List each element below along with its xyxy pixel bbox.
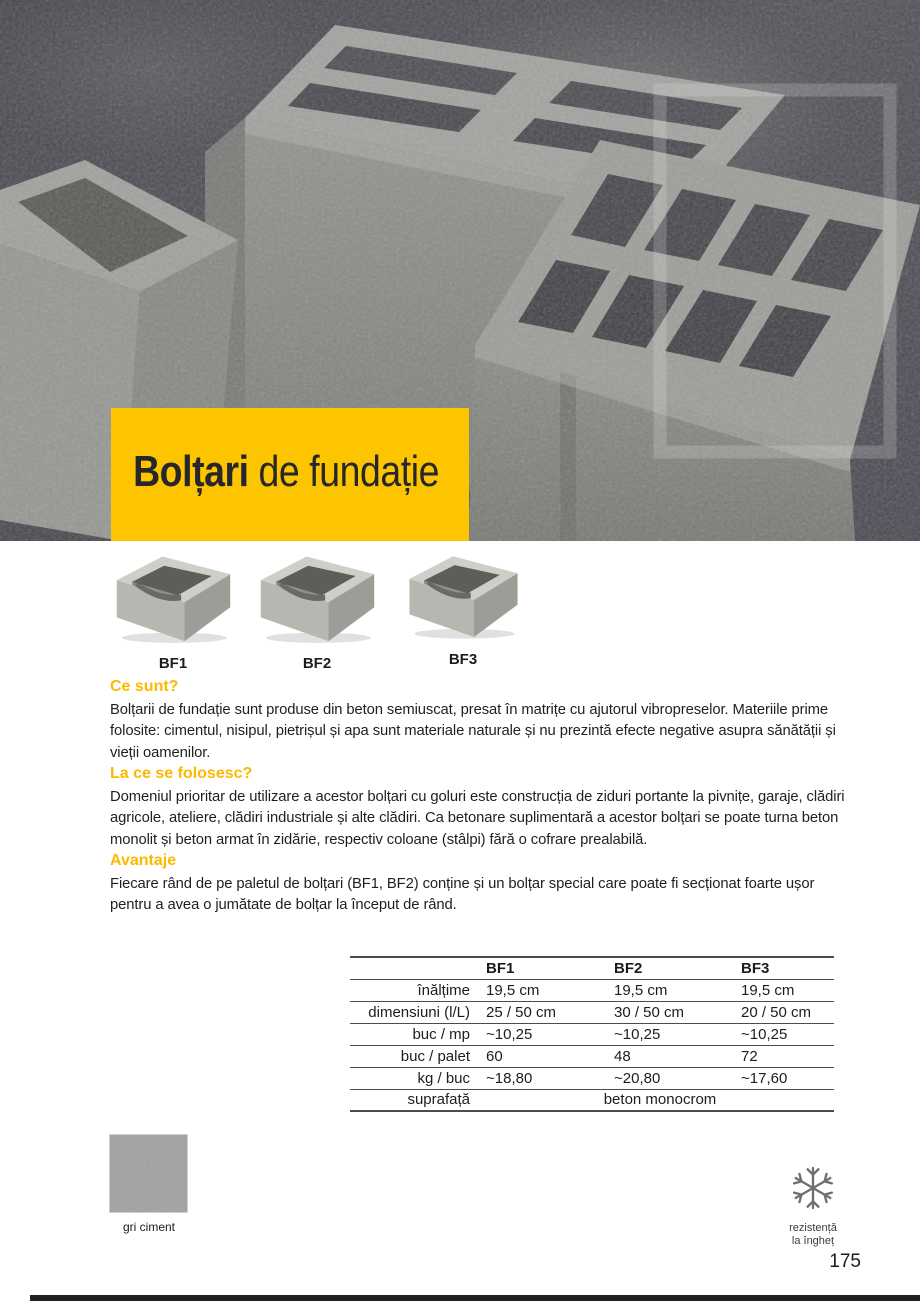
specs-table bbox=[350, 956, 834, 1112]
section-la-ce-se-folosesc bbox=[110, 765, 848, 851]
spec-value: 25 / 50 cm bbox=[486, 1003, 557, 1021]
hero-image bbox=[0, 0, 920, 541]
product-thumbnail-bf3 bbox=[398, 546, 528, 668]
product-thumbnail-bf2 bbox=[252, 546, 382, 672]
section-body: Fiecare rând de pe paletul de bolțari (BF1, BF2) conține și un bolțar special care poate fi secționat foarte ușor pentru a avea o jumătate de bolțar la început de rând. bbox=[110, 876, 815, 914]
section-heading: Ce sunt? bbox=[110, 678, 179, 695]
spec-label: buc / mp bbox=[412, 1025, 470, 1043]
table-header-row bbox=[350, 957, 834, 979]
spec-value: ~10,25 bbox=[741, 1025, 788, 1043]
spec-table-container bbox=[350, 956, 834, 1112]
spec-value-span: beton monocrom bbox=[603, 1091, 717, 1109]
page-title bbox=[111, 446, 439, 500]
product-thumbnails bbox=[108, 546, 538, 676]
column-header-bf3: BF3 bbox=[741, 959, 770, 977]
spec-value: 19,5 cm bbox=[486, 981, 540, 999]
spec-value: ~20,80 bbox=[614, 1069, 661, 1087]
table-row bbox=[350, 1067, 834, 1089]
spec-value: ~18,80 bbox=[486, 1069, 533, 1087]
spec-label: dimensiuni (l/L) bbox=[368, 1003, 470, 1021]
color-swatch-gri-ciment bbox=[109, 1134, 188, 1213]
table-row bbox=[350, 1023, 834, 1045]
spec-label: înălțime bbox=[417, 981, 470, 999]
column-header-bf2: BF2 bbox=[614, 959, 643, 977]
spec-value: 48 bbox=[614, 1047, 631, 1065]
section-body: Bolțarii de fundație sunt produse din beton semiuscat, presat în matrițe cu ajutorul vibropreselor. Materiile prime folosite: cimentul, nisipul, pietrișul și apa sunt materiale naturale și nu prezintă efecte negative asupra sănătății și vieții oamenilor. bbox=[110, 702, 836, 761]
color-swatch-block bbox=[109, 1134, 189, 1234]
block-illustration-bf3 bbox=[403, 546, 524, 640]
block-illustration-bf1 bbox=[110, 546, 237, 644]
frost-label-line2: la îngheț bbox=[791, 1234, 835, 1247]
spec-value: ~10,25 bbox=[486, 1025, 533, 1043]
spec-value: 60 bbox=[486, 1047, 503, 1065]
table-row bbox=[350, 979, 834, 1001]
spec-label: buc / palet bbox=[400, 1047, 470, 1065]
spec-value: 20 / 50 cm bbox=[741, 1003, 812, 1021]
page-title-rest: de fundație bbox=[248, 446, 439, 496]
column-header-bf1: BF1 bbox=[486, 959, 515, 977]
cement-texture bbox=[110, 1135, 188, 1213]
section-avantaje bbox=[110, 852, 848, 917]
spec-label bbox=[350, 957, 486, 979]
section-heading: La ce se folosesc? bbox=[110, 765, 253, 782]
swatch-label: gri ciment bbox=[122, 1220, 175, 1234]
section-heading: Avantaje bbox=[110, 852, 177, 869]
title-banner bbox=[111, 408, 469, 541]
section-ce-sunt bbox=[110, 678, 848, 764]
product-label: BF1 bbox=[158, 655, 188, 672]
frost-resistance-block bbox=[768, 1163, 858, 1247]
spec-value: 72 bbox=[741, 1047, 758, 1065]
page-title-bold: Bolțari bbox=[133, 446, 249, 496]
section-body: Domeniul prioritar de utilizare a acestor bolțari cu goluri este construcția de ziduri portante la pivnițe, garaje, clădiri agricole, ateliere, clădiri industriale și alte clădiri. Ca betonare suplimentară a acestor bolțari se poate turna beton monolit și beton armat în zidărie, respectiv coloane (stâlpi) fără o cofrare prealabilă. bbox=[110, 789, 845, 848]
product-thumbnail-bf1 bbox=[108, 546, 238, 672]
table-row bbox=[350, 1001, 834, 1023]
footer-bar bbox=[30, 1295, 920, 1301]
spec-label: suprafață bbox=[407, 1091, 470, 1109]
spec-value: ~17,60 bbox=[741, 1069, 788, 1087]
product-label: BF3 bbox=[448, 651, 478, 668]
spec-value: 30 / 50 cm bbox=[614, 1003, 685, 1021]
frost-label-line1: rezistență bbox=[789, 1222, 837, 1234]
page-number: 175 bbox=[829, 1251, 861, 1272]
spec-label: kg / buc bbox=[417, 1069, 470, 1087]
spec-value: 19,5 cm bbox=[614, 981, 668, 999]
block-illustration-bf2 bbox=[254, 546, 381, 644]
spec-value: ~10,25 bbox=[614, 1025, 661, 1043]
product-label: BF2 bbox=[302, 655, 332, 672]
table-row bbox=[350, 1045, 834, 1067]
frost-label bbox=[768, 1222, 858, 1247]
table-row bbox=[350, 1089, 834, 1111]
snowflake-icon bbox=[786, 1163, 840, 1213]
spec-value: 19,5 cm bbox=[741, 981, 795, 999]
